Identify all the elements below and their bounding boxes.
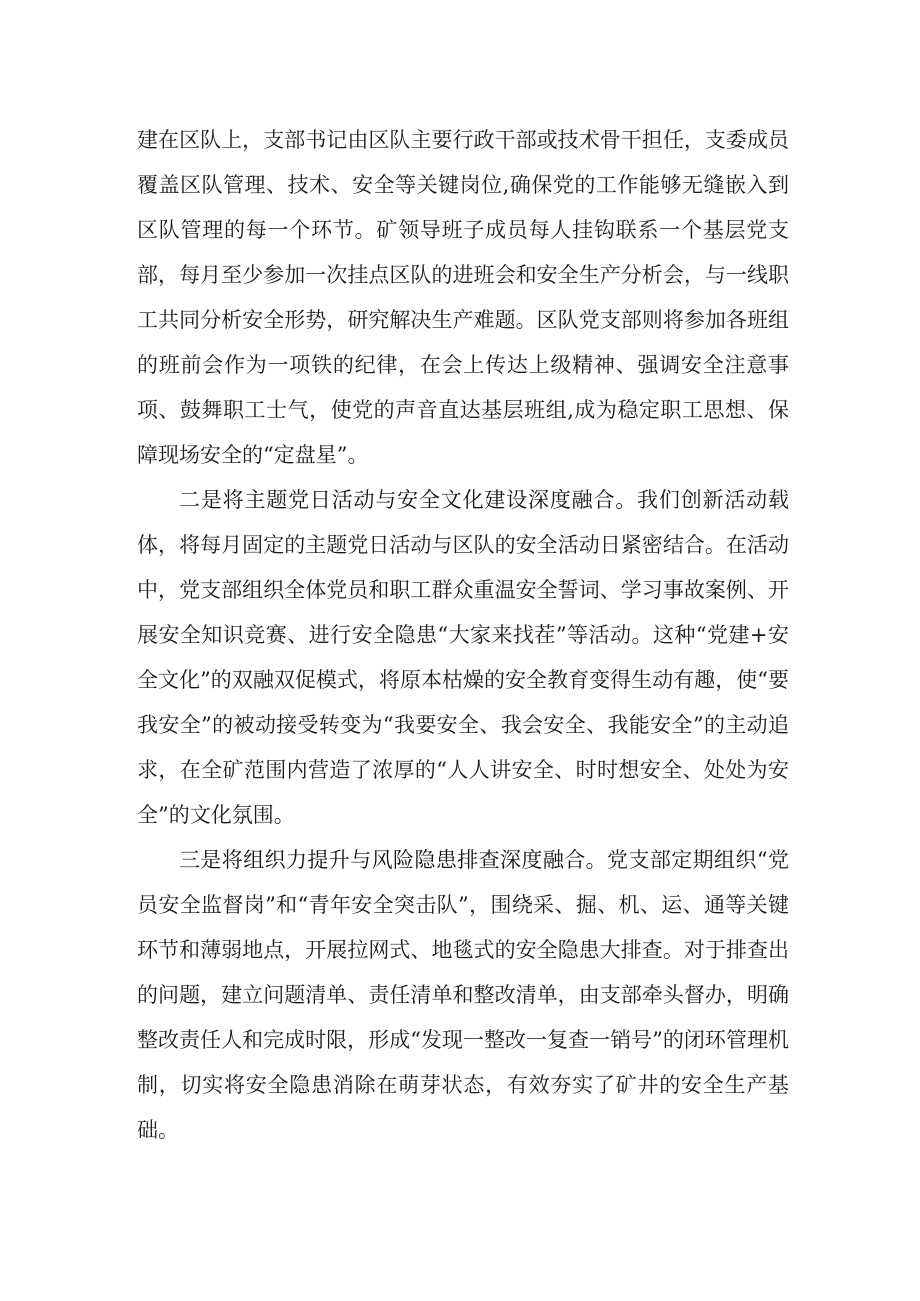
paragraph-1-text: 建在区队上，支部书记由区队主要行政干部或技术骨干担任，支委成员覆盖区队管理、技术、安全等关键岗位,确保党的工作能够无缝嵌入到区队管理的每一个环节。矿领导班子成员每人挂钩联系一个基层党支部，每月至少参加一次挂点区队的进班会和安全生产分析会，与一线职工共同分析安全形势，研究解决生产难题。区队党支部则将参加各班组的班前会作为一项铁的纪律，在会上传达上级精神、强调安全注意事项、鼓舞职工士气，使党的声音直达基层班组,成为稳定职工思想、保障现场安全的“定盘星”。 <box>137 128 789 467</box>
paragraph-2-text: 我们创新活动载体，将每月固定的主题党日活动与区队的安全活动日紧密结合。在活动中，党支部组织全体党员和职工群众重温安全誓词、学习事故案例、开展安全知识竞赛、进行安全隐患“大家来找茬”等活动。这种“党建+安全文化”的双融双促模式，将原本枯燥的安全教育变得生动有趣，使“要我安全”的被动接受转变为“我要安全、我会安全、我能安全”的主动追求，在全矿范围内营造了浓厚的“人人讲安全、时时想安全、处处为安全”的文化氛围。 <box>137 488 789 827</box>
document-body <box>137 118 789 1153</box>
paragraph-3-heading: 三是将组织力提升与风险隐患排查深度融合。 <box>179 848 608 872</box>
paragraph-2 <box>137 478 789 838</box>
paragraph-3-text: 党支部定期组织“党员安全监督岗”和“青年安全突击队”，围绕采、掘、机、运、通等关键环节和薄弱地点，开展拉网式、地毯式的安全隐患大排查。对于排查出的问题，建立问题清单、责任清单和整改清单，由支部牵头督办，明确整改责任人和完成时限，形成“发现一整改一复查一销号”的闭环管理机制，切实将安全隐患消除在萌芽状态，有效夯实了矿井的安全生产基础。 <box>137 848 789 1142</box>
paragraph-3 <box>137 838 789 1153</box>
paragraph-2-heading: 二是将主题党日活动与安全文化建设深度融合。 <box>179 488 638 512</box>
paragraph-1 <box>137 118 789 478</box>
